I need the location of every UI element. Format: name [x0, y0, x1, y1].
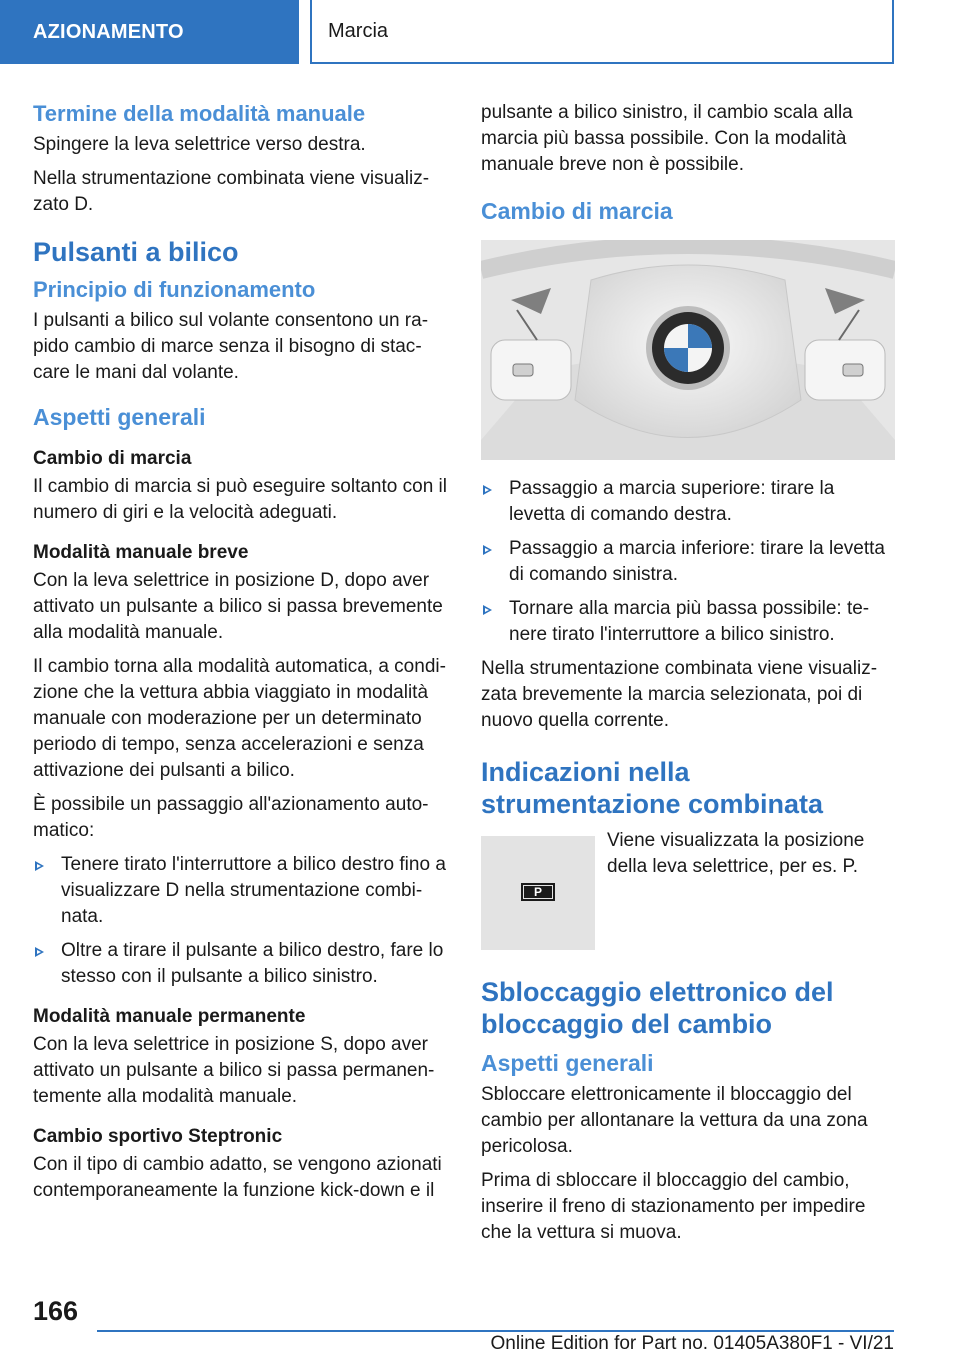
paragraph: Viene visualizzata la posizione della leva selettrice, per es. P. [607, 830, 865, 877]
paragraph: pulsante a bilico sinistro, il cambio scala alla marcia più bassa possibile. Con la modalità manuale breve non è possibile. [481, 102, 853, 175]
list-item [481, 596, 895, 648]
page-number: 166 [33, 1296, 79, 1326]
list-item [33, 852, 448, 930]
triangle-bullet-icon [35, 861, 44, 871]
footer-edition: Online Edition for Part no. 01405A380F1 - VI/21 [490, 1333, 894, 1354]
paragraph: I pulsanti a bilico sul volante consentono un rapido cambio di marce senza il bisogno di staccare le mani dal volante. [33, 310, 429, 383]
heading-cambio: Cambio di marcia [33, 448, 192, 469]
chapter-title: Marcia [310, 0, 894, 64]
section-tab: AZIONAMENTO [0, 0, 299, 64]
triangle-bullet-icon [483, 485, 492, 495]
paragraph: Il cambio di marcia si può eseguire soltanto con il numero di giri e la velocità adeguati. [33, 476, 447, 523]
heading-principio: Principio di funzionamento [33, 277, 316, 302]
paragraph: Con la leva selettrice in posizione S, dopo aver attivato un pulsante a bilico si passa permanentemente alla modalità manuale. [33, 1034, 435, 1107]
heading-aspetti-right: Aspetti generali [481, 1050, 654, 1076]
heading-breve: Modalità manuale breve [33, 542, 249, 563]
triangle-bullet-icon [483, 545, 492, 555]
paragraph: Il cambio torna alla modalità automatica, a condizione che la vettura abbia viaggiato in modalità manuale con moderazione per un determinato periodo di tempo, senza accelerazioni e senza attivazione dei pulsanti a bilico. [33, 656, 446, 781]
indicator-row [481, 828, 895, 950]
heading-permanente: Modalità manuale permanente [33, 1006, 306, 1027]
heading-indicazioni: Indicazioni nella strumentazione combinata [481, 757, 824, 819]
list-item [33, 938, 448, 990]
heading-cambio-right: Cambio di marcia [481, 198, 673, 224]
triangle-bullet-icon [35, 947, 44, 957]
footer-divider [97, 1330, 894, 1332]
list-item [481, 476, 895, 528]
bullet-list [33, 852, 448, 990]
paragraph: Con la leva selettrice in posizione D, dopo aver attivato un pulsante a bilico si passa brevemente alla modalità manuale. [33, 570, 443, 643]
list-item-text: Tornare alla marcia più bassa possibile: tenere tirato l'interruttore a bilico sinistro. [509, 598, 870, 645]
heading-sportivo: Cambio sportivo Steptronic [33, 1126, 283, 1147]
list-item-text: Passaggio a marcia inferiore: tirare la levetta di comando sinistra. [509, 538, 885, 585]
paragraph: Spingere la leva selettrice verso destra. [33, 134, 366, 155]
paragraph: Con il tipo di cambio adatto, se vengono azionati contemporaneamente la funzione kick-down e il [33, 1154, 442, 1201]
list-item-text: Tenere tirato l'interruttore a bilico destro fino a visualizzare D nella strumentazione combinata. [61, 854, 446, 927]
paragraph: Nella strumentazione combinata viene visualizzata brevemente la marcia selezionata, poi di nuovo quella corrente. [481, 658, 878, 731]
triangle-bullet-icon [483, 605, 492, 615]
bullet-list [481, 476, 895, 648]
heading-pulsanti: Pulsanti a bilico [33, 237, 239, 267]
paragraph: È possibile un passaggio all'azionamento automatico: [33, 794, 429, 841]
list-item-text: Oltre a tirare il pulsante a bilico destro, fare lo stesso con il pulsante a bilico sinistro. [61, 940, 444, 987]
heading-sblocco: Sbloccaggio elettronico del bloccaggio del cambio [481, 977, 834, 1039]
paragraph: Sbloccare elettronicamente il bloccaggio del cambio per allontanare la vettura da una zona pericolosa. [481, 1084, 868, 1157]
gear-indicator-image [481, 836, 595, 950]
paragraph: Prima di sbloccare il bloccaggio del cambio, inserire il freno di stazionamento per impedire che la vettura si muova. [481, 1170, 866, 1243]
list-item-text: Passaggio a marcia superiore: tirare la levetta di comando destra. [509, 478, 835, 525]
list-item [481, 536, 895, 588]
gear-indicator-symbol: P [524, 886, 552, 898]
paragraph: Nella strumentazione combinata viene visualizzato D. [33, 168, 430, 215]
right-column [481, 100, 895, 1254]
heading-aspetti: Aspetti generali [33, 404, 206, 430]
heading-termine: Termine della modalità manuale [33, 101, 366, 126]
steering-wheel-image [481, 240, 895, 460]
left-column [33, 100, 448, 1212]
